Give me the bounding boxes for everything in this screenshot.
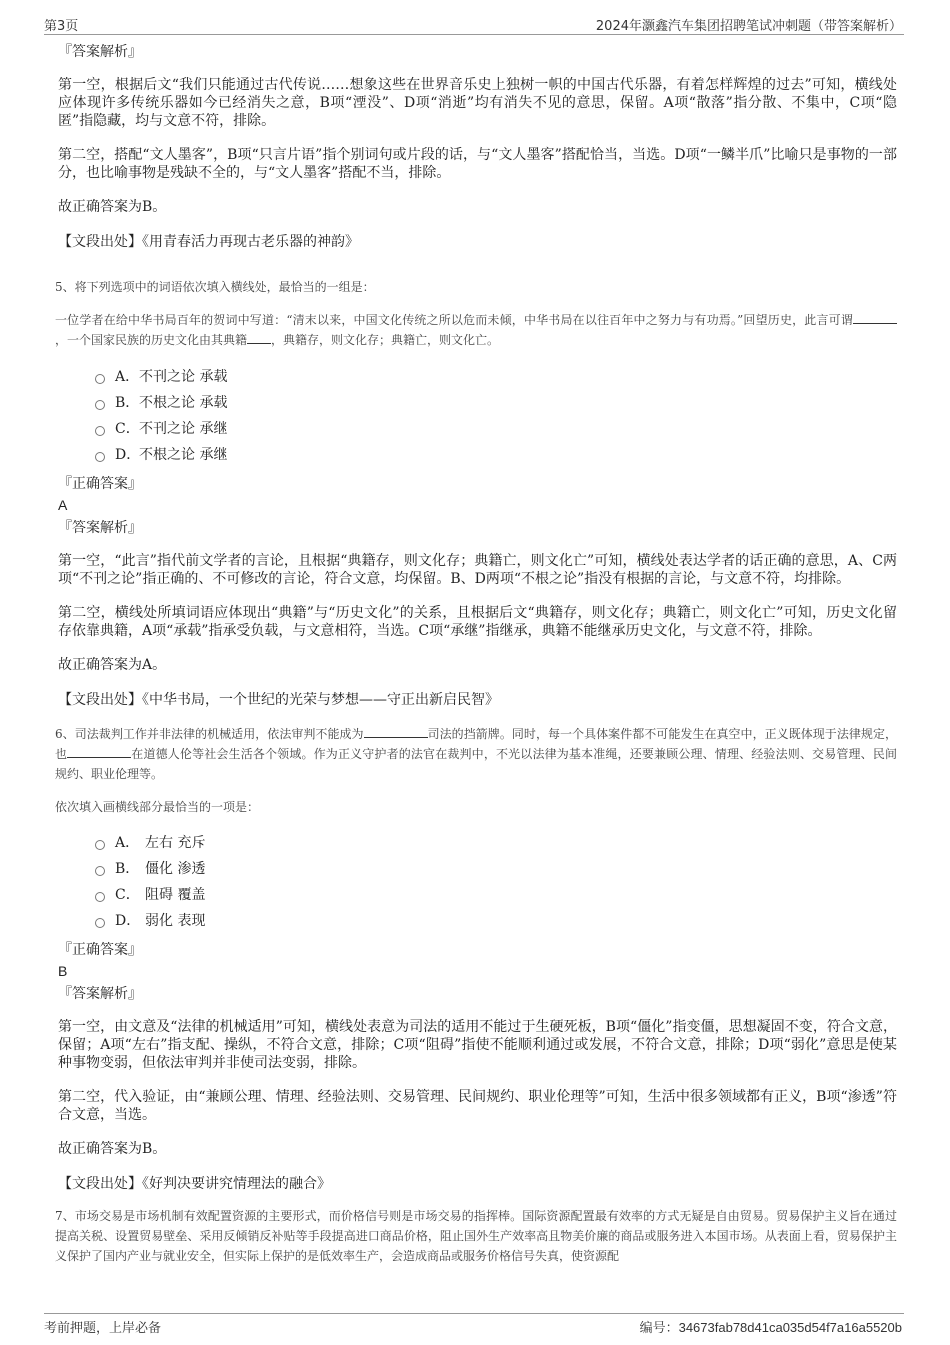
source-citation: 【文段出处】《好判决要讲究情理法的融合》 <box>58 1176 331 1192</box>
analysis-paragraph: 第一空，根据后文“我们只能通过古代传说……想象这些在世界音乐史上独树一帜的中国古代乐器，有着怎样辉煌的过去”可知，横线处应体现许多传统乐器如今已经消失之意，B项“湮没”、D项“消逝”均有消失不见的意思，保留。A项“散落”指分散、不集中，C项“隐匿”指隐藏，均与文意不符，排除。 <box>58 77 897 129</box>
question-text: 一位学者在给中华书局百年的贺词中写道：“清末以来，中国文化传统之所以危而未倾，中华书局在以往百年中之努力与有功焉。”回望历史，此言可谓，一个国家民族的历史文化由其典籍 ，典籍存，则文化存；典籍亡，则文化亡。 <box>55 310 897 350</box>
source-citation: 【文段出处】《用青春活力再现古老乐器的神韵》 <box>58 234 359 250</box>
answer-label: 『正确答案』 <box>58 476 142 492</box>
analysis-label: 『答案解析』 <box>58 44 142 60</box>
conclusion-text: 故正确答案为A。 <box>58 657 167 673</box>
page-footer <box>44 1313 904 1334</box>
document-code: 编号：34673fab78d41ca035d54f7a16a5520b <box>639 1320 902 1335</box>
radio-icon[interactable] <box>95 400 105 410</box>
option-c[interactable]: C． 阻碍 覆盖 <box>95 882 897 908</box>
option-d[interactable]: D． 弱化 表现 <box>95 908 897 934</box>
blank-line <box>364 725 428 738</box>
option-list <box>95 364 897 468</box>
radio-icon[interactable] <box>95 892 105 902</box>
option-b[interactable]: B． 不根之论 承载 <box>95 390 897 416</box>
radio-icon[interactable] <box>95 374 105 384</box>
analysis-paragraph: 第二空，代入验证，由“兼顾公理、情理、经验法则、交易管理、民间规约、职业伦理等”可知，生活中很多领域都有正义，B项“渗透”符合文意，当选。 <box>58 1089 897 1123</box>
document-title: 2024年灏鑫汽车集团招聘笔试冲刺题（带答案解析） <box>595 19 902 34</box>
footer-slogan: 考前押题，上岸必备 <box>44 1321 162 1336</box>
radio-icon[interactable] <box>95 452 105 462</box>
question-text: 6、司法裁判工作并非法律的机械适用，依法审判不能成为 司法的挡箭牌。同时，每一个具体案件都不可能发生在真空中，正义既体现于法律规定，也 在道德人伦等社会生活各个领域。作为正义守护者的法官在裁判中，不光以法律为基本准绳，还要兼顾公理、情理、经验法则、交易管理、民间规约、职业伦理等。 <box>55 727 897 781</box>
correct-answer: B <box>58 963 68 979</box>
option-list <box>95 830 897 934</box>
question-prompt: 依次填入画横线部分最恰当的一项是： <box>55 800 260 814</box>
analysis-label: 『答案解析』 <box>58 520 142 536</box>
conclusion-text: 故正确答案为B。 <box>58 1141 167 1157</box>
question-title: 5、将下列选项中的词语依次填入横线处，最恰当的一组是： <box>55 280 375 294</box>
page-header <box>44 14 904 35</box>
analysis-paragraph: 第二空，搭配“文人墨客”，B项“只言片语”指个别词句或片段的话，与“文人墨客”搭配恰当，当选。D项“一鳞半爪”比喻只是事物的一部分，也比喻事物是残缺不全的，与“文人墨客”搭配不当，排除。 <box>58 147 897 181</box>
analysis-paragraph: 第一空，由文意及“法律的机械适用”可知，横线处表意为司法的适用不能过于生硬死板，B项“僵化”指变僵，思想凝固不变，符合文意，保留；A项“左右”指支配、操纵，不符合文意，排除；C项“阻碍”指使不能顺利通过或发展，不符合文意，排除；D项“弱化”意思是使某种事物变弱，但依法审判并非使司法变弱，排除。 <box>58 1019 897 1071</box>
source-citation: 【文段出处】《中华书局，一个世纪的光荣与梦想——守正出新启民智》 <box>58 692 499 708</box>
page-number: 第3页 <box>44 19 79 34</box>
radio-icon[interactable] <box>95 426 105 436</box>
radio-icon[interactable] <box>95 918 105 928</box>
radio-icon[interactable] <box>95 840 105 850</box>
option-d[interactable]: D． 不根之论 承继 <box>95 442 897 468</box>
option-a[interactable]: A． 不刊之论 承载 <box>95 364 897 390</box>
option-a[interactable]: A． 左右 充斥 <box>95 830 897 856</box>
blank-line <box>853 311 897 324</box>
answer-label: 『正确答案』 <box>58 942 142 958</box>
analysis-paragraph: 第一空，“此言”指代前文学者的言论，且根据“典籍存，则文化存；典籍亡，则文化亡”可知，横线处表达学者的话正确的意思，A、C两项“不刊之论”指正确的、不可修改的言论，符合文意，均保留。B、D两项“不根之论”指没有根据的言论，与文意不符，均排除。 <box>58 553 897 587</box>
option-c[interactable]: C． 不刊之论 承继 <box>95 416 897 442</box>
option-b[interactable]: B． 僵化 渗透 <box>95 856 897 882</box>
radio-icon[interactable] <box>95 866 105 876</box>
blank-line <box>247 331 271 344</box>
question-text: 7、市场交易是市场机制有效配置资源的主要形式，而价格信号则是市场交易的指挥棒。国际资源配置最有效率的方式无疑是自由贸易。贸易保护主义旨在通过提高关税、设置贸易壁垒、采用反倾销反补贴等手段提高进口商品价格，阻止国外生产效率高且物美价廉的商品或服务进入本国市场。从表面上看，贸易保护主义保护了国内产业与就业安全，但实际上保护的是低效率生产，会造成商品或服务价格信号失真，使资源配 <box>55 1209 897 1263</box>
analysis-paragraph: 第二空，横线处所填词语应体现出“典籍”与“历史文化”的关系，且根据后文“典籍存，则文化存；典籍亡，则文化亡”可知，历史文化留存依靠典籍，A项“承载”指承受负载，与文意相符，当选。C项“承继”指继承，典籍不能继承历史文化，与文意不符，排除。 <box>58 605 897 639</box>
correct-answer: A <box>58 497 68 513</box>
analysis-label: 『答案解析』 <box>58 986 142 1002</box>
blank-line <box>67 745 131 758</box>
page-content <box>55 42 897 1280</box>
conclusion-text: 故正确答案为B。 <box>58 199 167 215</box>
